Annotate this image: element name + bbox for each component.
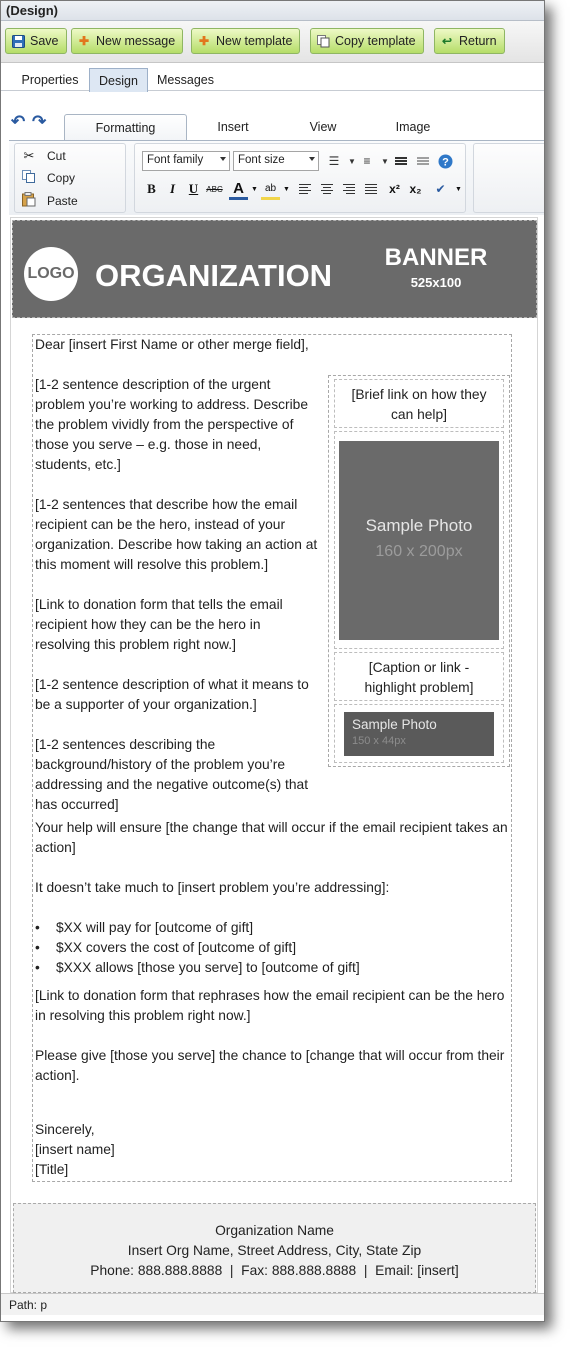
sidebar-help-link[interactable]: [Brief link on how they can help] (334, 379, 504, 428)
paragraph-donation-link: [Link to donation form that tells the email recipient how they can be the hero in resolving this problem right now.] (35, 597, 283, 652)
chevron-down-icon[interactable]: ▼ (455, 185, 462, 193)
font-size-value: Font size (238, 154, 285, 166)
message-body[interactable] (32, 334, 512, 1182)
tab-view[interactable]: View (309, 120, 337, 134)
clipboard-icon (21, 192, 37, 210)
new-message-button[interactable] (71, 28, 183, 54)
list-item: • $XXX allows [those you serve] to [outcome of gift] (35, 960, 360, 975)
formatting-panel (9, 140, 545, 215)
list-item-text: $XX covers the cost of [outcome of gift] (56, 940, 297, 955)
copy-label: Copy (47, 171, 76, 185)
tab-design[interactable]: Design (89, 68, 148, 92)
paste-label: Paste (47, 194, 78, 208)
underline-icon[interactable]: U (188, 181, 199, 196)
cut-button[interactable] (21, 148, 66, 164)
font-group (134, 143, 466, 213)
chevron-down-icon[interactable]: ▼ (381, 156, 389, 166)
copy-icon (316, 34, 330, 48)
copy-template-label: Copy template (335, 34, 416, 48)
undo-icon[interactable]: ↶ (11, 112, 26, 131)
bold-icon[interactable]: B (147, 181, 156, 196)
save-button[interactable] (5, 28, 67, 54)
return-label: Return (459, 34, 497, 48)
list-item: • $XX will pay for [outcome of gift] (35, 920, 254, 935)
window-title: (Design) (1, 1, 544, 21)
paste-button[interactable] (21, 192, 78, 210)
logo: LOGO (24, 247, 78, 301)
design-canvas[interactable] (10, 217, 538, 1293)
footer-contact: Phone: 888.888.8888 | Fax: 888.888.8888 | Email: [insert] (90, 1263, 459, 1278)
list-item-text: $XXX allows [those you serve] to [outcome of gift] (56, 960, 360, 975)
tab-messages[interactable]: Messages (157, 73, 214, 87)
spellcheck-icon[interactable]: ✔ (435, 182, 446, 196)
signoff: Sincerely, (35, 1122, 95, 1137)
font-family-value: Font family (147, 154, 204, 166)
action-bar (1, 21, 544, 63)
signature-title: [Title] (35, 1162, 69, 1177)
copy-button[interactable] (21, 170, 75, 186)
list-item: • $XX covers the cost of [outcome of gift] (35, 940, 297, 955)
align-justify-icon[interactable] (361, 180, 380, 198)
align-center-icon[interactable] (317, 180, 336, 198)
sample-photo-label: Sample Photo (365, 516, 473, 535)
align-left-icon[interactable] (295, 180, 314, 198)
paragraph-background: [1-2 sentences describing the background/history of the problem you’re addressing and the negative outcome(s) that has occurred] (35, 737, 309, 812)
banner[interactable] (12, 220, 537, 318)
indent-icon[interactable] (391, 152, 411, 170)
paragraph-intro-list: It doesn’t take much to [insert problem you’re addressing]: (35, 880, 390, 895)
clipboard-group (14, 143, 126, 213)
help-icon[interactable] (435, 152, 455, 170)
extra-group (473, 143, 545, 213)
footer-org-name: Organization Name (215, 1223, 334, 1238)
superscript-icon[interactable]: x² (389, 182, 400, 196)
italic-icon[interactable]: I (169, 181, 176, 196)
add-icon: ✚ (78, 34, 90, 48)
sample-photo-size: 160 x 200px (375, 543, 463, 560)
chevron-down-icon[interactable]: ▼ (283, 185, 290, 193)
tab-image[interactable]: Image (395, 120, 431, 134)
font-family-select[interactable] (142, 151, 230, 171)
svg-text:?: ? (441, 156, 449, 168)
organization-heading: ORGANIZATION (95, 258, 333, 293)
floppy-disk-icon (11, 34, 25, 48)
return-arrow-icon: ↩ (441, 34, 453, 48)
paragraph-please-give: Please give [those you serve] the chance to [change that will occur from their action]. (35, 1048, 505, 1083)
paragraph-supporter: [1-2 sentence description of what it means to be a supporter of your organization.] (35, 677, 309, 712)
chevron-down-icon[interactable]: ▼ (251, 185, 258, 193)
gift-list (35, 918, 505, 978)
path-status: Path: p (1, 1293, 545, 1315)
sample-photo-small[interactable] (344, 712, 494, 756)
footer-address: Insert Org Name, Street Address, City, State Zip (127, 1243, 422, 1258)
strikethrough-icon[interactable]: ABC (206, 184, 223, 194)
list-item-text: $XX will pay for [outcome of gift] (56, 920, 254, 935)
editor-ribbon (1, 92, 545, 215)
sample-photo-small-size: 150 x 44px (352, 735, 406, 747)
copy-template-button[interactable] (310, 28, 424, 54)
paragraph-help: Your help will ensure [the change that will occur if the email recipient takes an action] (35, 820, 508, 855)
tab-formatting[interactable]: Formatting (64, 114, 187, 141)
scissors-icon: ✂ (23, 148, 35, 163)
subscript-icon[interactable]: x₂ (409, 182, 422, 196)
banner-placeholder: BANNER (384, 244, 488, 271)
chevron-down-icon[interactable]: ▼ (348, 156, 356, 166)
dropdown-arrow-icon (220, 157, 226, 161)
paragraph-problem: [1-2 sentence description of the urgent problem you’re working to address. Describe the problem vividly from the perspective of those you serve – e.g. those in need, students, etc.] (35, 377, 308, 472)
page-tabs (1, 63, 544, 91)
sample-photo-small-label: Sample Photo (352, 717, 437, 732)
dropdown-arrow-icon (309, 157, 315, 161)
font-size-select[interactable] (233, 151, 319, 171)
footer[interactable] (13, 1203, 536, 1293)
redo-icon[interactable]: ↷ (32, 112, 47, 131)
highlight-icon[interactable]: ab (261, 180, 280, 200)
save-label: Save (30, 34, 59, 48)
outdent-icon[interactable] (413, 152, 433, 170)
paragraph-rephrase-link: [Link to donation form that rephrases how the email recipient can be the hero in resolving this problem right now.] (35, 988, 505, 1023)
copy-icon (21, 170, 37, 186)
align-right-icon[interactable] (339, 180, 358, 198)
tab-properties[interactable]: Properties (21, 73, 79, 87)
add-icon: ✚ (198, 34, 210, 48)
font-color-icon[interactable]: A (229, 180, 248, 200)
return-button[interactable] (434, 28, 505, 54)
sidebar-column (328, 375, 510, 767)
new-template-label: New template (216, 34, 293, 48)
signature-name: [insert name] (35, 1142, 115, 1157)
new-template-button[interactable] (191, 28, 300, 54)
cut-label: Cut (47, 149, 66, 163)
tab-insert[interactable]: Insert (217, 120, 249, 134)
paragraph-hero: [1-2 sentences that describe how the email recipient can be the hero, instead of your organization. Describe how taking an action at this moment will resolve this problem.] (35, 497, 318, 572)
salutation: Dear [insert First Name or other merge field], (35, 337, 309, 352)
banner-size: 525x100 (410, 275, 462, 290)
numbered-list-icon[interactable]: ≡ (363, 154, 371, 168)
sidebar-caption-link[interactable]: [Caption or link - highlight problem] (334, 652, 504, 701)
sample-photo-large[interactable] (339, 441, 499, 640)
new-message-label: New message (96, 34, 176, 48)
bullet-list-icon[interactable]: ☰ (328, 154, 340, 168)
